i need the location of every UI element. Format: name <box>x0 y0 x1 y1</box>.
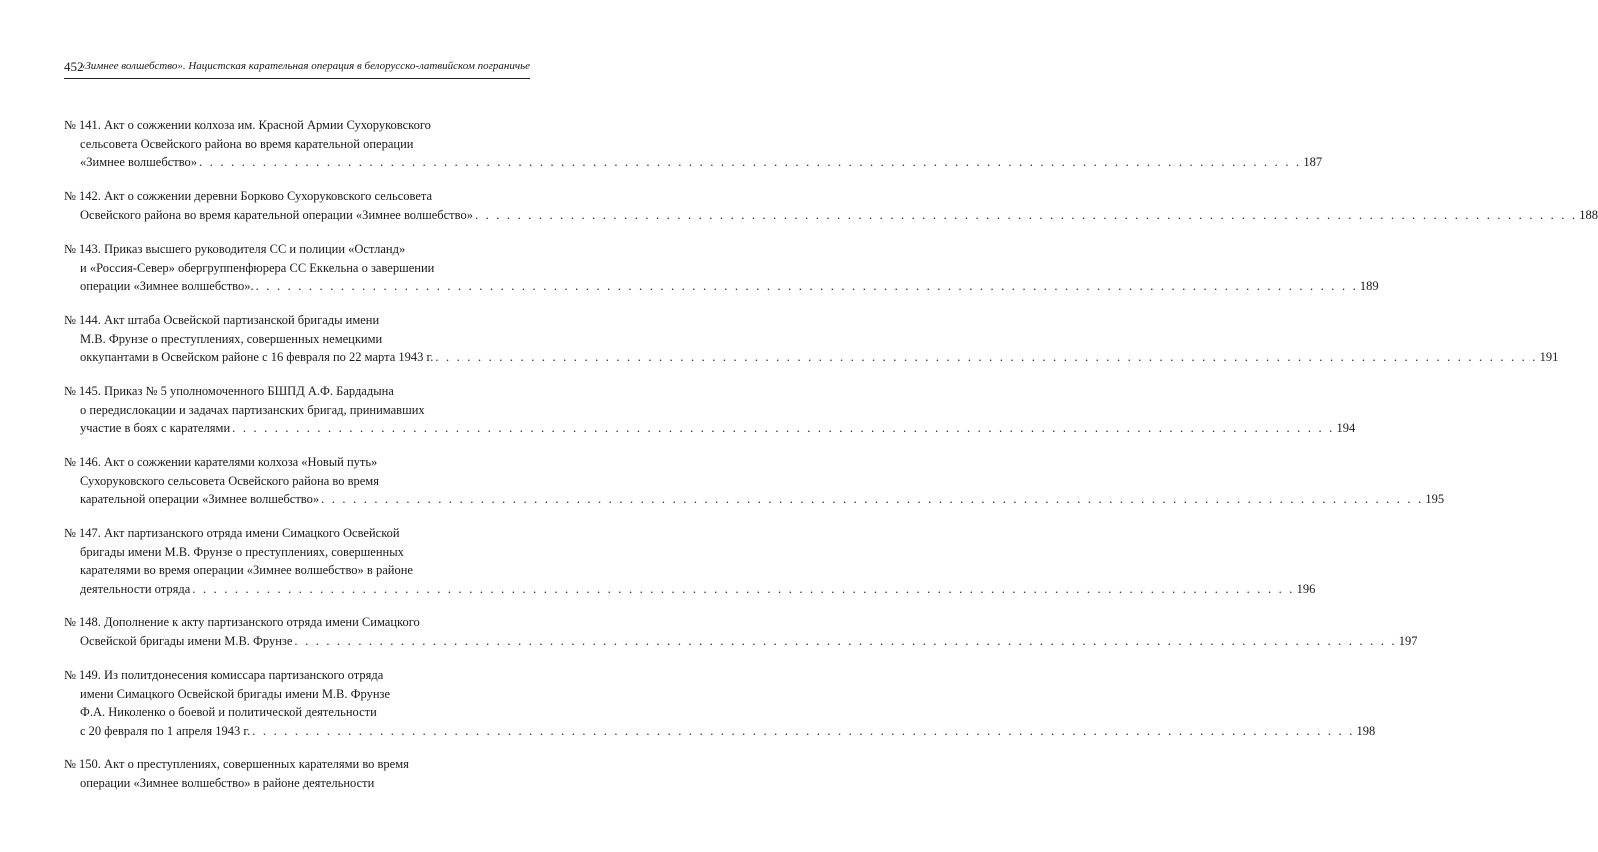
toc-entry-149 <box>64 666 1376 740</box>
toc-last-line <box>64 580 1316 599</box>
toc-line: с 20 февраля по 1 апреля 1943 г. <box>80 723 251 738</box>
toc-last-line <box>64 419 1356 438</box>
toc-line: «Зимнее волшебство» <box>80 155 198 169</box>
toc-line: № 150. Акт о преступлениях, совершенных карателями во время <box>64 757 409 771</box>
toc-line: № 149. Из политдонесения комиссара партизанского отряда <box>64 668 384 682</box>
toc-last-line <box>64 206 1598 225</box>
dot-leader: . . . . . . . . . . . . . . . . . . . . . . . . . . . . . . . . . . . . . . . . . . . . . . . . . . . . . . . . . . . . . . . . . . . . . . . . . . . . . . . . . . . . . . . . . . . . . . . . . . . . . . . . <box>255 279 1358 293</box>
toc-line: № 145. Приказ № 5 уполномоченного БШПД А.Ф. Бардадына <box>64 384 394 398</box>
toc-line: № 143. Приказ высшего руководителя СС и полиции «Остланд» <box>64 242 406 256</box>
toc-line: № 147. Акт партизанского отряда имени Симацкого Освейской <box>64 526 400 540</box>
toc-line: № 146. Акт о сожжении карателями колхоза «Новый путь» <box>64 455 378 469</box>
dot-leader: . . . . . . . . . . . . . . . . . . . . . . . . . . . . . . . . . . . . . . . . . . . . . . . . . . . . . . . . . . . . . . . . . . . . . . . . . . . . . . . . . . . . . . . . . . . . . . . . . . . . . . . . <box>321 492 1424 506</box>
toc-line: и «Россия-Север» обергруппенфюрера СС Еккельна о завершении <box>80 260 435 275</box>
toc-line: М.В. Фрунзе о преступлениях, совершенных немецкими <box>80 331 383 346</box>
toc-entry-148 <box>64 613 1418 650</box>
toc-line: операции «Зимнее волшебство» в районе деятельности <box>80 775 375 790</box>
dot-leader: . . . . . . . . . . . . . . . . . . . . . . . . . . . . . . . . . . . . . . . . . . . . . . . . . . . . . . . . . . . . . . . . . . . . . . . . . . . . . . . . . . . . . . . . . . . . . . . . . . . . . . . . <box>474 207 1578 222</box>
toc-line: Освейского района во время карательной операции «Зимнее волшебство» <box>80 207 473 222</box>
toc-line: карателями во время операции «Зимнее волшебство» в районе <box>80 563 413 577</box>
dot-leader: . . . . . . . . . . . . . . . . . . . . . . . . . . . . . . . . . . . . . . . . . . . . . . . . . . . . . . . . . . . . . . . . . . . . . . . . . . . . . . . . . . . . . . . . . . . . . . . . . . . . . . . . <box>435 350 1538 364</box>
toc-entry-150 <box>64 755 507 792</box>
toc-line: участие в боях с карателями <box>80 421 231 435</box>
dot-leader: . . . . . . . . . . . . . . . . . . . . . . . . . . . . . . . . . . . . . . . . . . . . . . . . . . . . . . . . . . . . . . . . . . . . . . . . . . . . . . . . . . . . . . . . . . . . . . . . . . . . . . . . <box>252 723 1355 738</box>
toc-entry-142 <box>64 187 1598 224</box>
toc-entry-145 <box>64 382 1356 438</box>
toc-line: оккупантами в Освейском районе с 16 февраля по 22 марта 1943 г. <box>80 350 434 364</box>
toc-last-line <box>64 490 1445 509</box>
toc-line: имени Симацкого Освейской бригады имени М.В. Фрунзе <box>80 686 391 701</box>
toc-page-number: 195 <box>1425 492 1445 506</box>
toc-entry-141 <box>64 116 1323 172</box>
running-title: «Зимнее волшебство». Нацистская карательная операция в белорусско-латвийском пограничье <box>79 60 530 72</box>
toc-page-number: 196 <box>1296 581 1316 596</box>
toc-line: деятельности отряда <box>80 581 191 596</box>
toc-last-line <box>64 348 1559 367</box>
dot-leader: . . . . . . . . . . . . . . . . . . . . . . . . . . . . . . . . . . . . . . . . . . . . . . . . . . . . . . . . . . . . . . . . . . . . . . . . . . . . . . . . . . . . . . . . . . . . . . . . . . . . . . . . <box>199 155 1302 169</box>
toc-line: № 141. Акт о сожжении колхоза им. Красной Армии Сухоруковского <box>64 118 431 132</box>
toc-line: Ф.А. Николенко о боевой и политической деятельности <box>80 705 377 719</box>
toc-entry-146 <box>64 453 1445 509</box>
toc-last-line <box>64 632 1418 651</box>
toc-page-number: 187 <box>1303 155 1323 169</box>
toc-page-number: 189 <box>1359 279 1379 293</box>
toc-line: о передислокации и задачах партизанских бригад, принимавших <box>80 402 425 417</box>
toc-last-line <box>64 277 1379 296</box>
toc-line: Сухоруковского сельсовета Освейского района во время <box>80 473 379 488</box>
toc-line: № 142. Акт о сожжении деревни Борково Сухоруковского сельсовета <box>64 189 433 203</box>
toc-entry-144 <box>64 311 1559 367</box>
dot-leader: . . . . . . . . . . . . . . . . . . . . . . . . . . . . . . . . . . . . . . . . . . . . . . . . . . . . . . . . . . . . . . . . . . . . . . . . . . . . . . . . . . . . . . . . . . . . . . . . . . . . . . . . <box>192 581 1295 596</box>
dot-leader: . . . . . . . . . . . . . . . . . . . . . . . . . . . . . . . . . . . . . . . . . . . . . . . . . . . . . . . . . . . . . . . . . . . . . . . . . . . . . . . . . . . . . . . . . . . . . . . . . . . . . . . . <box>232 421 1335 435</box>
toc-page-number: 191 <box>1539 350 1559 364</box>
toc-page-number: 198 <box>1356 723 1376 738</box>
toc-entry-147 <box>64 524 1316 598</box>
toc-last-line <box>64 722 1376 741</box>
toc-line: № 144. Акт штаба Освейской партизанской бригады имени <box>64 313 380 327</box>
toc-line: сельсовета Освейского района во время карательной операции <box>80 136 414 151</box>
dot-leader: . . . . . . . . . . . . . . . . . . . . . . . . . . . . . . . . . . . . . . . . . . . . . . . . . . . . . . . . . . . . . . . . . . . . . . . . . . . . . . . . . . . . . . . . . . . . . . . . . . . . . . . . <box>294 633 1397 648</box>
toc-page-number: 197 <box>1398 633 1418 648</box>
toc-line: бригады имени М.В. Фрунзе о преступлениях, совершенных <box>80 544 404 559</box>
toc-page-number: 188 <box>1579 207 1598 222</box>
toc-entry-143 <box>64 240 1379 296</box>
toc-line: № 148. Дополнение к акту партизанского отряда имени Симацкого <box>64 615 420 629</box>
toc-line: Освейской бригады имени М.В. Фрунзе <box>80 633 293 648</box>
page-number: 452 <box>64 59 84 74</box>
running-header <box>64 58 530 79</box>
toc-last-line <box>64 153 1323 172</box>
toc-page-number: 194 <box>1336 421 1356 435</box>
toc-line: операции «Зимнее волшебство». <box>80 279 254 293</box>
toc-line: карательной операции «Зимнее волшебство» <box>80 492 320 506</box>
